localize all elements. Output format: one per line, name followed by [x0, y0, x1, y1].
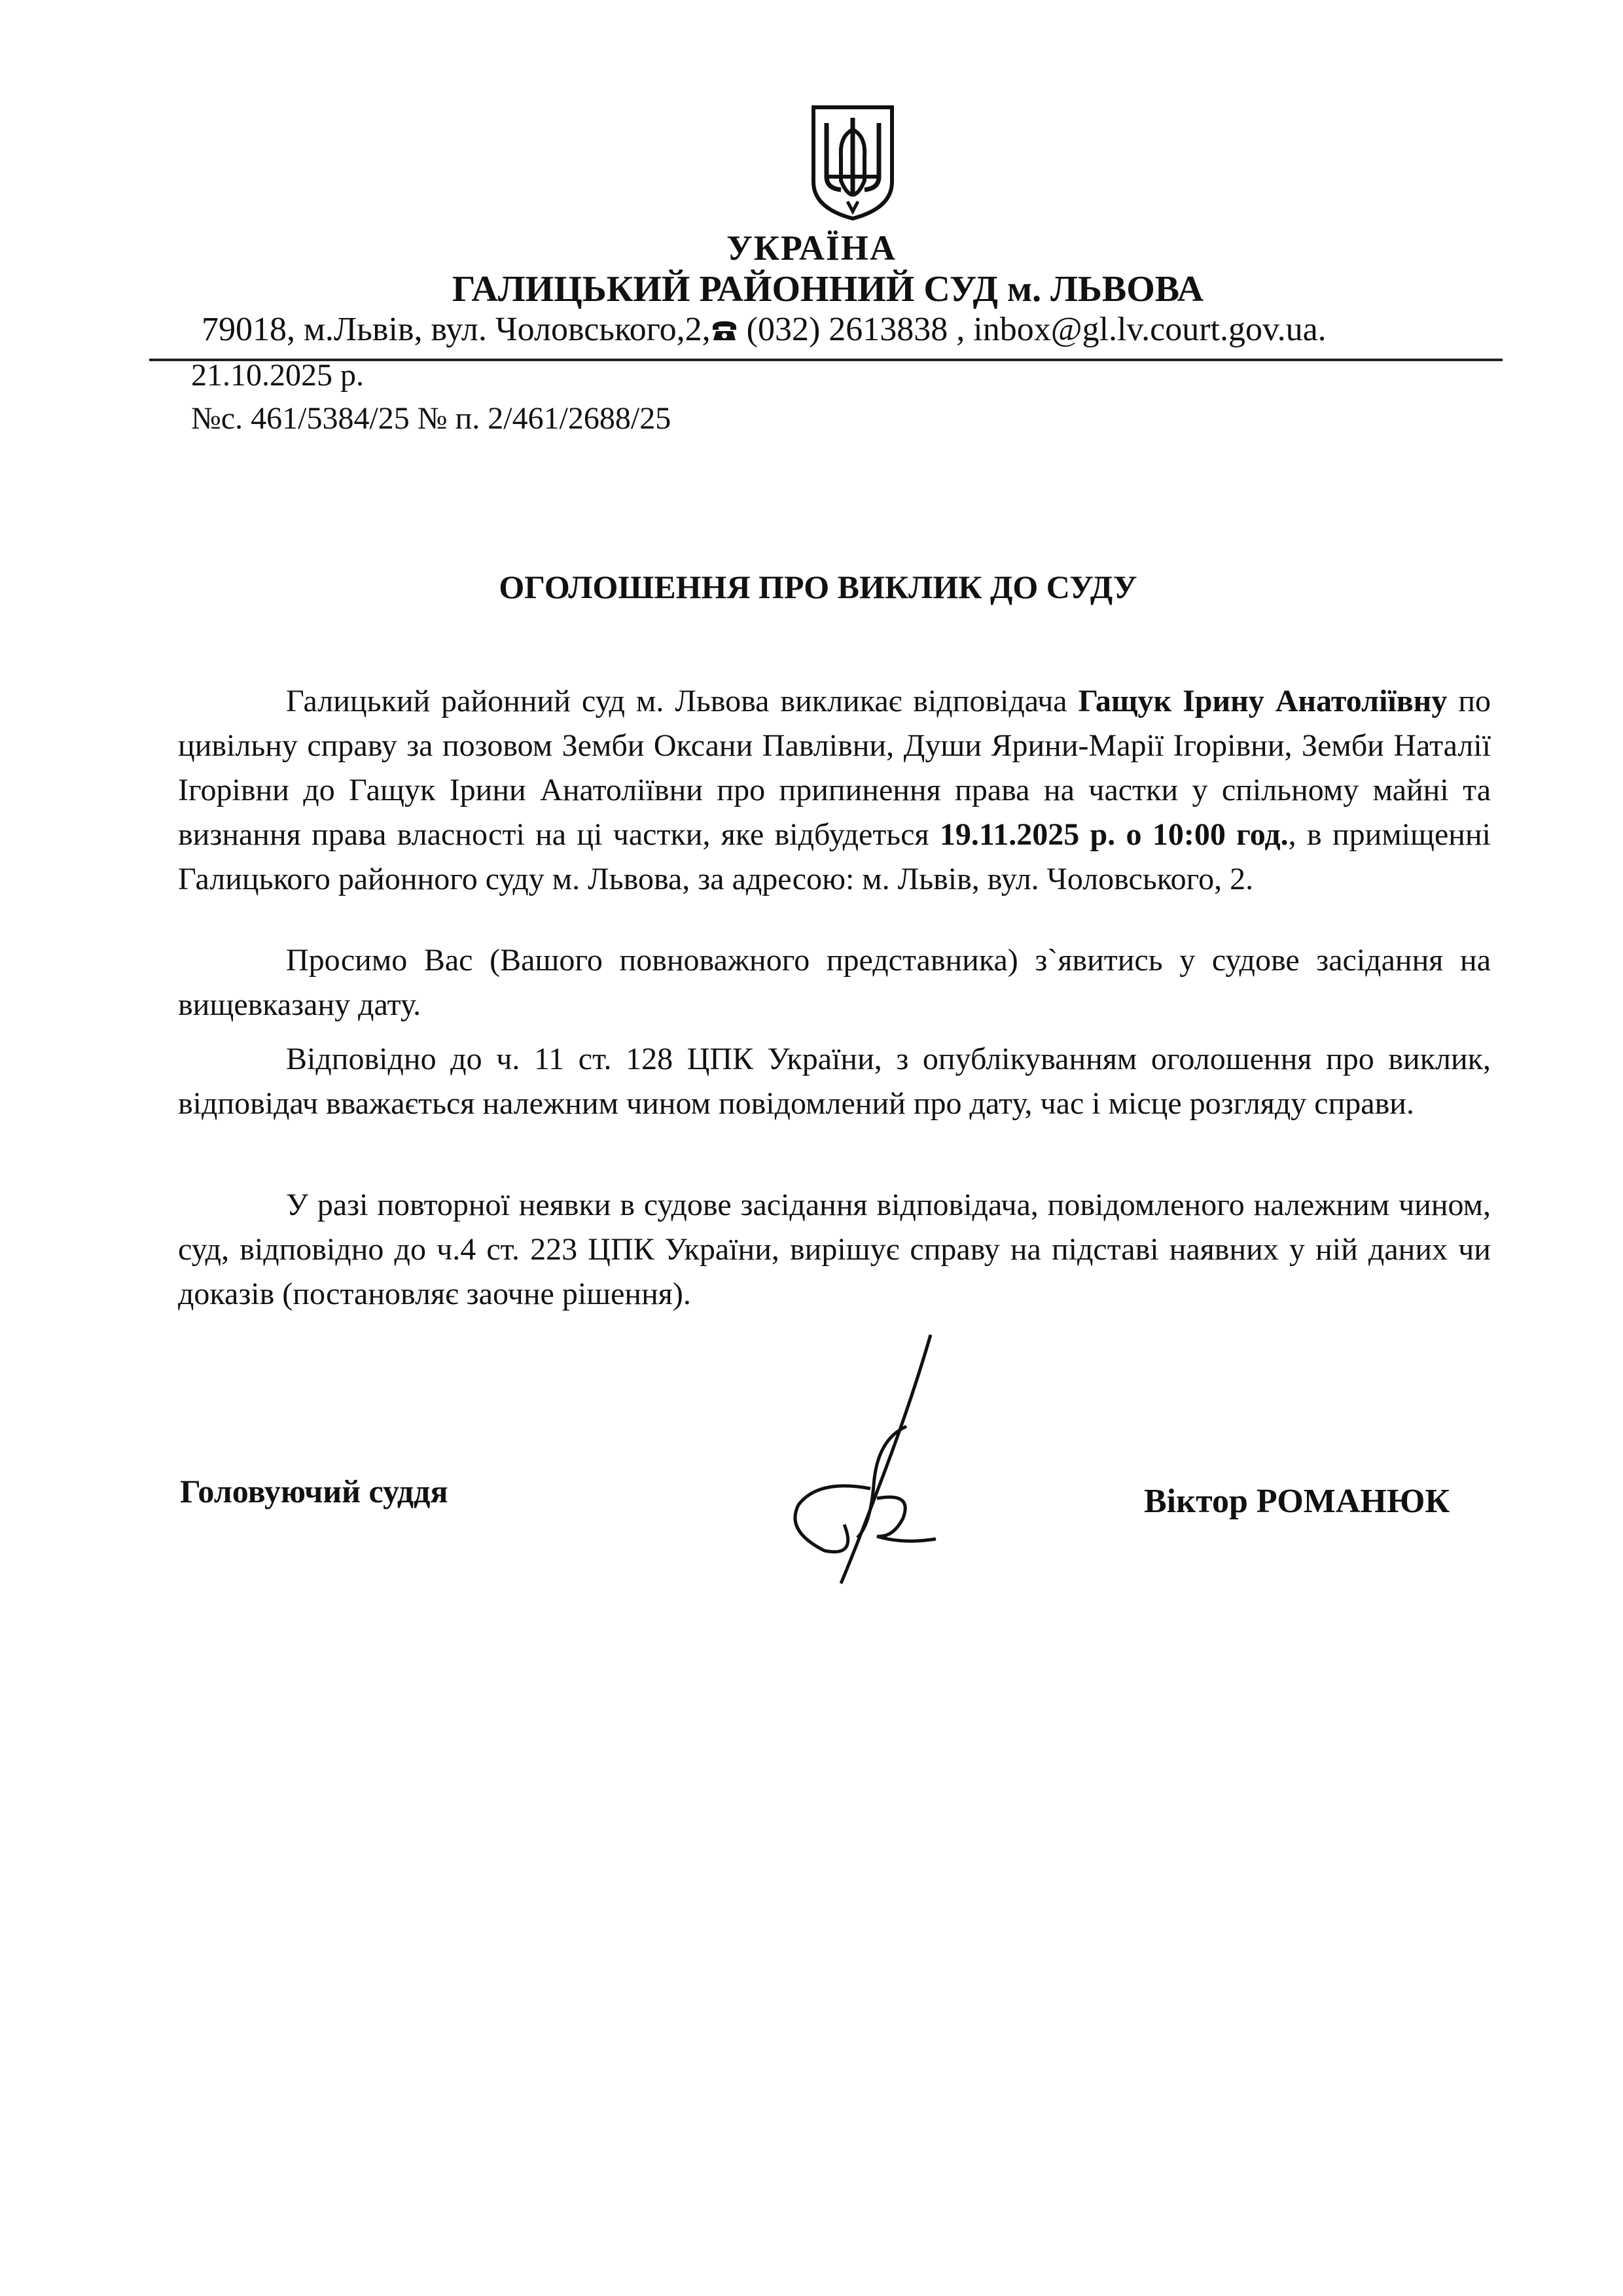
default-judgment-text: У разі повторної неявки в судове засідання відповідача, повідомленого належним чином, суд, відповідно до ч.4 ст. 223 ЦПК України, вирішує справу на підставі наявних у ній даних чи доказів (постановляє заочне рішення).	[178, 1188, 1491, 1311]
paragraph-notification	[178, 1037, 1491, 1126]
address-contacts: (032) 2613838 , inbox@gl.lv.court.gov.ua.	[738, 311, 1327, 348]
request-text: Просимо Вас (Вашого повноважного представника) з`явитись у судове засідання на вищевказану дату.	[178, 943, 1491, 1022]
case-reference-number: №с. 461/5384/25 № п. 2/461/2688/25	[191, 401, 671, 436]
country-name: УКРАЇНА	[726, 228, 897, 268]
document-title: ОГОЛОШЕННЯ ПРО ВИКЛИК ДО СУДУ	[499, 569, 1137, 605]
summons-text-c: , в приміщенні Галицького районного суду м. Львова, за адресою: м. Львів, вул. Чоловського, 2.	[178, 817, 1491, 896]
paragraph-request	[178, 938, 1491, 1027]
summons-text-b: по цивільну справу за позовом Земби Оксани Павлівни, Души Ярини-Марії Ігорівни, Земби Наталії Ігорівни до Гащук Ірини Анатоліївни про припинення права на частки у спільному майні та визнання права власності на ці частки, яке відбудеться	[178, 684, 1491, 852]
address-street: 79018, м.Львів, вул. Чоловського,2,	[202, 311, 711, 348]
court-name: ГАЛИЦЬКИЙ РАЙОННИЙ СУД м. ЛЬВОВА	[452, 269, 1204, 309]
telephone-icon	[711, 319, 738, 342]
judge-role: Головуючий суддя	[180, 1473, 448, 1510]
notification-text: Відповідно до ч. 11 ст. 128 ЦПК України, з опублікуванням оголошення про виклик, відповідач вважається належним чином повідомлений про дату, час і місце розгляду справи.	[178, 1042, 1491, 1121]
defendant-name: Гащук Ірину Анатоліївну	[1078, 684, 1448, 718]
hearing-datetime: 19.11.2025 р. о 10:00 год.	[939, 817, 1289, 852]
paragraph-summons	[178, 679, 1491, 902]
court-address	[202, 310, 1327, 349]
summons-text-a: Галицький районний суд м. Львова викликає відповідача	[286, 684, 1079, 718]
signature-icon	[779, 1328, 949, 1590]
trident-emblem-icon	[807, 103, 899, 222]
judge-name: Віктор РОМАНЮК	[1144, 1483, 1450, 1520]
paragraph-default-judgment	[178, 1183, 1491, 1316]
letter-date: 21.10.2025 р.	[191, 358, 364, 393]
